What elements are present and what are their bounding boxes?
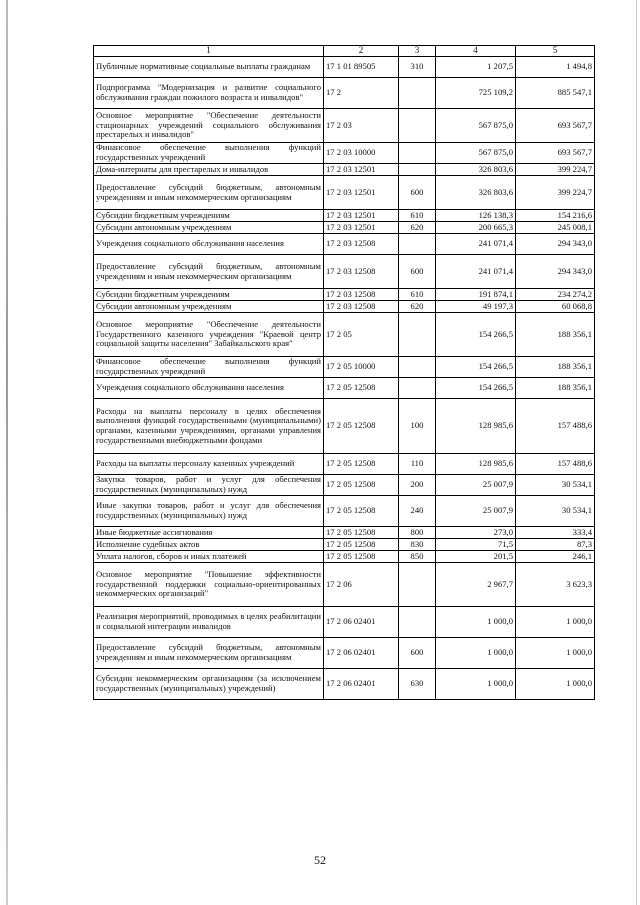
row-sum-2-cell: 693 567,7: [516, 143, 595, 164]
row-sum-1-cell: 154 266,5: [436, 313, 516, 357]
row-sum-2-cell: 1 000,0: [516, 638, 595, 669]
row-code-cell: 17 2 03 10000: [324, 143, 399, 164]
table-row: [94, 399, 595, 454]
row-sum-1-cell: 154 266,5: [436, 378, 516, 399]
row-code-cell: 17 2: [324, 78, 399, 109]
row-vr-cell: 600: [399, 255, 436, 289]
row-sum-1-cell: 567 875,0: [436, 143, 516, 164]
row-vr-cell: 610: [399, 210, 436, 222]
row-sum-2-cell: 30 534,1: [516, 496, 595, 527]
row-name-cell: Реализация мероприятий, проводимых в целях реабилитации и социальной интеграции инвалидов: [94, 607, 324, 638]
row-sum-2-cell: 157 488,6: [516, 454, 595, 475]
row-sum-2-cell: 885 547,1: [516, 78, 595, 109]
header-row: [94, 46, 595, 57]
row-sum-1-cell: 128 985,6: [436, 454, 516, 475]
row-code-cell: 17 2 05 12508: [324, 527, 399, 539]
row-code-cell: 17 2 06: [324, 563, 399, 607]
table-row: [94, 176, 595, 210]
table-row: [94, 210, 595, 222]
row-sum-1-cell: 1 000,0: [436, 638, 516, 669]
row-vr-cell: 240: [399, 496, 436, 527]
row-sum-1-cell: 2 967,7: [436, 563, 516, 607]
row-sum-1-cell: 49 197,3: [436, 301, 516, 313]
row-vr-cell: [399, 378, 436, 399]
row-sum-2-cell: 188 356,1: [516, 378, 595, 399]
row-name-cell: Подпрограмма "Модернизация и развитие социального обслуживания граждан пожилого возраста и инвалидов": [94, 78, 324, 109]
row-vr-cell: 110: [399, 454, 436, 475]
row-sum-2-cell: 294 343,0: [516, 255, 595, 289]
table-row: [94, 527, 595, 539]
scan-edge: [6, 0, 8, 905]
row-name-cell: Закупка товаров, работ и услуг для обеспечения государственных (муниципальных) нужд: [94, 475, 324, 496]
row-vr-cell: [399, 143, 436, 164]
row-vr-cell: [399, 164, 436, 176]
table-row: [94, 78, 595, 109]
row-code-cell: 17 2 05 12508: [324, 399, 399, 454]
row-vr-cell: 310: [399, 57, 436, 78]
row-vr-cell: [399, 234, 436, 255]
row-sum-2-cell: 30 534,1: [516, 475, 595, 496]
row-code-cell: 17 2 05 12508: [324, 475, 399, 496]
row-sum-1-cell: 126 138,3: [436, 210, 516, 222]
row-sum-2-cell: 294 343,0: [516, 234, 595, 255]
row-sum-1-cell: 128 985,6: [436, 399, 516, 454]
row-code-cell: 17 2 03 12501: [324, 210, 399, 222]
row-sum-1-cell: 200 665,3: [436, 222, 516, 234]
table-row: [94, 109, 595, 143]
row-code-cell: 17 2 05 10000: [324, 357, 399, 378]
row-name-cell: Основное мероприятие "Обеспечение деятельности стационарных учреждений социального обслуживания престарелых и инвалидов": [94, 109, 324, 143]
row-code-cell: 17 2 05 12508: [324, 378, 399, 399]
row-name-cell: Субсидии бюджетным учреждениям: [94, 210, 324, 222]
row-vr-cell: 620: [399, 301, 436, 313]
row-name-cell: Субсидии некоммерческим организациям (за исключением государственных (муниципальных) учреждений): [94, 669, 324, 700]
row-vr-cell: 630: [399, 669, 436, 700]
row-sum-1-cell: 567 875,0: [436, 109, 516, 143]
table-row: [94, 313, 595, 357]
table-row: [94, 454, 595, 475]
row-sum-2-cell: 1 000,0: [516, 669, 595, 700]
row-sum-2-cell: 3 623,3: [516, 563, 595, 607]
row-vr-cell: 600: [399, 176, 436, 210]
row-sum-2-cell: 1 494,8: [516, 57, 595, 78]
table-row: [94, 551, 595, 563]
scan-edge: [636, 0, 637, 905]
row-name-cell: Учреждения социального обслуживания населения: [94, 378, 324, 399]
row-vr-cell: [399, 313, 436, 357]
table-row: [94, 357, 595, 378]
row-name-cell: Расходы на выплаты персоналу в целях обеспечения выполнения функций государственными (муниципальными) органами, казенными учреждениями, органами управления государственными внебюджетными фондами: [94, 399, 324, 454]
row-code-cell: 17 2 03 12501: [324, 176, 399, 210]
table-header: [94, 46, 595, 57]
table-body: [94, 57, 595, 700]
row-sum-2-cell: 333,4: [516, 527, 595, 539]
row-sum-1-cell: 326 803,6: [436, 176, 516, 210]
row-sum-2-cell: 693 567,7: [516, 109, 595, 143]
table-row: [94, 222, 595, 234]
row-vr-cell: [399, 563, 436, 607]
row-name-cell: Финансовое обеспечение выполнения функций государственных учреждений: [94, 143, 324, 164]
table-row: [94, 475, 595, 496]
column-header-code: 2: [324, 46, 399, 57]
row-sum-2-cell: 246,1: [516, 551, 595, 563]
row-sum-1-cell: 1 207,5: [436, 57, 516, 78]
row-sum-2-cell: 188 356,1: [516, 357, 595, 378]
row-name-cell: Расходы на выплаты персоналу казенных учреждений: [94, 454, 324, 475]
row-sum-1-cell: 273,0: [436, 527, 516, 539]
row-code-cell: 17 2 03 12508: [324, 255, 399, 289]
row-vr-cell: 800: [399, 527, 436, 539]
row-name-cell: Дома-интернаты для престарелых и инвалидов: [94, 164, 324, 176]
table-row: [94, 164, 595, 176]
row-name-cell: Учреждения социального обслуживания населения: [94, 234, 324, 255]
row-sum-2-cell: 245 008,1: [516, 222, 595, 234]
table-row: [94, 496, 595, 527]
row-name-cell: Основное мероприятие "Обеспечение деятельности Государственного казенного учреждения "Краевой центр социальной защиты населения" Забайкальского края": [94, 313, 324, 357]
row-name-cell: Уплата налогов, сборов и иных платежей: [94, 551, 324, 563]
row-vr-cell: 850: [399, 551, 436, 563]
row-vr-cell: [399, 78, 436, 109]
row-sum-1-cell: 241 071,4: [436, 255, 516, 289]
row-sum-1-cell: 1 000,0: [436, 669, 516, 700]
row-sum-1-cell: 241 071,4: [436, 234, 516, 255]
row-vr-cell: [399, 109, 436, 143]
row-code-cell: 17 2 06 02401: [324, 607, 399, 638]
column-header-vr: 3: [399, 46, 436, 57]
row-vr-cell: 830: [399, 539, 436, 551]
row-code-cell: 17 2 03 12508: [324, 301, 399, 313]
row-code-cell: 17 2 06 02401: [324, 638, 399, 669]
table-row: [94, 563, 595, 607]
row-code-cell: 17 1 01 89505: [324, 57, 399, 78]
row-sum-2-cell: 234 274,2: [516, 289, 595, 301]
row-sum-1-cell: 1 000,0: [436, 607, 516, 638]
row-name-cell: Финансовое обеспечение выполнения функций государственных учреждений: [94, 357, 324, 378]
page-number: 52: [314, 853, 326, 867]
row-sum-1-cell: 191 874,1: [436, 289, 516, 301]
budget-table: [93, 45, 595, 700]
row-code-cell: 17 2 03 12508: [324, 234, 399, 255]
row-name-cell: Предоставление субсидий бюджетным, автономным учреждениям и иным некоммерческим организациям: [94, 638, 324, 669]
row-name-cell: Субсидии автономным учреждениям: [94, 222, 324, 234]
column-header-name: 1: [94, 46, 324, 57]
row-vr-cell: 600: [399, 638, 436, 669]
row-code-cell: 17 2 03 12501: [324, 222, 399, 234]
row-code-cell: 17 2 05: [324, 313, 399, 357]
row-vr-cell: 100: [399, 399, 436, 454]
table-row: [94, 234, 595, 255]
row-code-cell: 17 2 05 12508: [324, 551, 399, 563]
row-sum-1-cell: 154 266,5: [436, 357, 516, 378]
row-code-cell: 17 2 03: [324, 109, 399, 143]
row-sum-2-cell: 399 224,7: [516, 176, 595, 210]
row-vr-cell: 610: [399, 289, 436, 301]
row-sum-2-cell: 188 356,1: [516, 313, 595, 357]
table-row: [94, 539, 595, 551]
table-row: [94, 57, 595, 78]
row-code-cell: 17 2 05 12508: [324, 454, 399, 475]
row-code-cell: 17 2 06 02401: [324, 669, 399, 700]
row-name-cell: Субсидии автономным учреждениям: [94, 301, 324, 313]
row-sum-1-cell: 71,5: [436, 539, 516, 551]
row-name-cell: Предоставление субсидий бюджетным, автономным учреждениям и иным некоммерческим организациям: [94, 176, 324, 210]
row-name-cell: Субсидии бюджетным учреждениям: [94, 289, 324, 301]
table-row: [94, 378, 595, 399]
row-name-cell: Предоставление субсидий бюджетным, автономным учреждениям и иным некоммерческим организациям: [94, 255, 324, 289]
row-name-cell: Исполнение судебных актов: [94, 539, 324, 551]
row-sum-2-cell: 87,3: [516, 539, 595, 551]
row-sum-2-cell: 154 216,6: [516, 210, 595, 222]
row-sum-1-cell: 725 109,2: [436, 78, 516, 109]
row-sum-2-cell: 60 068,8: [516, 301, 595, 313]
row-code-cell: 17 2 03 12501: [324, 164, 399, 176]
row-vr-cell: 620: [399, 222, 436, 234]
row-name-cell: Иные бюджетные ассигнования: [94, 527, 324, 539]
table-row: [94, 638, 595, 669]
row-vr-cell: [399, 357, 436, 378]
row-name-cell: Основное мероприятие "Повышение эффективности государственной поддержки социально-ориентированных некоммерческих организаций": [94, 563, 324, 607]
table-row: [94, 255, 595, 289]
row-sum-2-cell: 399 224,7: [516, 164, 595, 176]
table-row: [94, 143, 595, 164]
row-name-cell: Публичные нормативные социальные выплаты гражданам: [94, 57, 324, 78]
row-sum-1-cell: 326 803,6: [436, 164, 516, 176]
row-sum-2-cell: 1 000,0: [516, 607, 595, 638]
row-name-cell: Иные закупки товаров, работ и услуг для обеспечения государственных (муниципальных) нужд: [94, 496, 324, 527]
row-sum-2-cell: 157 488,6: [516, 399, 595, 454]
column-header-sum-1: 4: [436, 46, 516, 57]
row-code-cell: 17 2 03 12508: [324, 289, 399, 301]
row-sum-1-cell: 25 007,9: [436, 496, 516, 527]
row-code-cell: 17 2 05 12508: [324, 539, 399, 551]
table-row: [94, 301, 595, 313]
table-row: [94, 607, 595, 638]
row-vr-cell: [399, 607, 436, 638]
table-row: [94, 289, 595, 301]
table-row: [94, 669, 595, 700]
row-sum-1-cell: 201,5: [436, 551, 516, 563]
row-sum-1-cell: 25 007,9: [436, 475, 516, 496]
column-header-sum-2: 5: [516, 46, 595, 57]
row-code-cell: 17 2 05 12508: [324, 496, 399, 527]
row-vr-cell: 200: [399, 475, 436, 496]
